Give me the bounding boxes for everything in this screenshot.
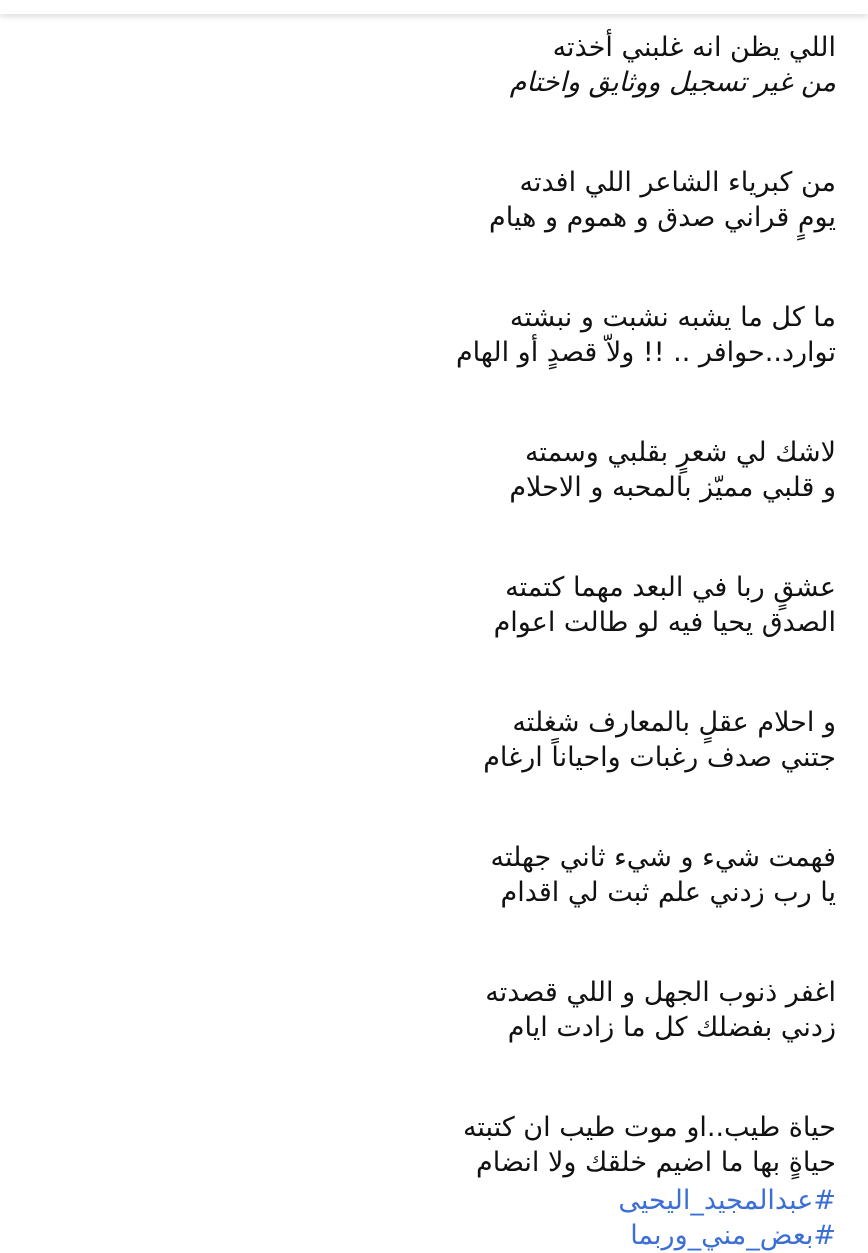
stanza <box>32 705 836 775</box>
poem-line: حياةٍ بها ما اضيم خلقك ولا انضام <box>476 1147 836 1178</box>
stanza <box>32 300 836 370</box>
poem-line: حياة طيب..او موت طيب ان كتبته <box>462 1112 836 1143</box>
poem-line: جتني صدف رغبات واحياناً ارغام <box>483 742 836 773</box>
poem-line: اللي يظن انه غلبني أخذته <box>552 32 836 63</box>
stanza <box>32 975 836 1045</box>
top-bar <box>0 0 868 14</box>
poem-line: ما كل ما يشبه نشبت و نبشته <box>509 302 836 333</box>
hashtag-list <box>32 1183 836 1253</box>
poem-line: يا رب زدني علم ثبت لي اقدام <box>500 877 836 908</box>
poem-line: لاشك لي شعرٍ بقلبي وسمته <box>524 437 836 468</box>
stanza <box>32 570 836 640</box>
poem-line: من غير تسجيل ووثايق واختام <box>509 67 836 98</box>
poem-line: يومٍ قراني صدق و هموم و هيام <box>489 202 836 233</box>
hashtag-link[interactable]: #عبدالمجيد_اليحيى <box>618 1185 836 1216</box>
poem-line: من كبرياء الشاعر اللي افدته <box>519 167 836 198</box>
stanza <box>32 165 836 235</box>
poem-line: اغفر ذنوب الجهل و اللي قصدته <box>485 977 836 1008</box>
poem-text <box>32 30 836 1253</box>
stanza <box>32 30 836 100</box>
poem-line: زدني بفضلك كل ما زادت ايام <box>507 1012 836 1043</box>
stanza <box>32 840 836 910</box>
poem-line: عشقٍ ربا في البعد مهما كتمته <box>505 572 836 603</box>
poem-line: و قلبي مميّز بالمحبه و الاحلام <box>509 472 836 503</box>
stanza <box>32 435 836 505</box>
poem-line: توارد..حوافر .. !! ولاّ قصدٍ أو الهام <box>455 337 836 368</box>
stanza <box>32 1110 836 1180</box>
poem-line: فهمت شيء و شيء ثاني جهلته <box>490 842 836 873</box>
hashtag-link[interactable]: #بعض_مني_وربما <box>630 1220 836 1251</box>
poem-line: الصدق يحيا فيه لو طالت اعوام <box>493 607 836 638</box>
poem-line: و احلام عقلٍ بالمعارف شغلته <box>512 707 836 738</box>
